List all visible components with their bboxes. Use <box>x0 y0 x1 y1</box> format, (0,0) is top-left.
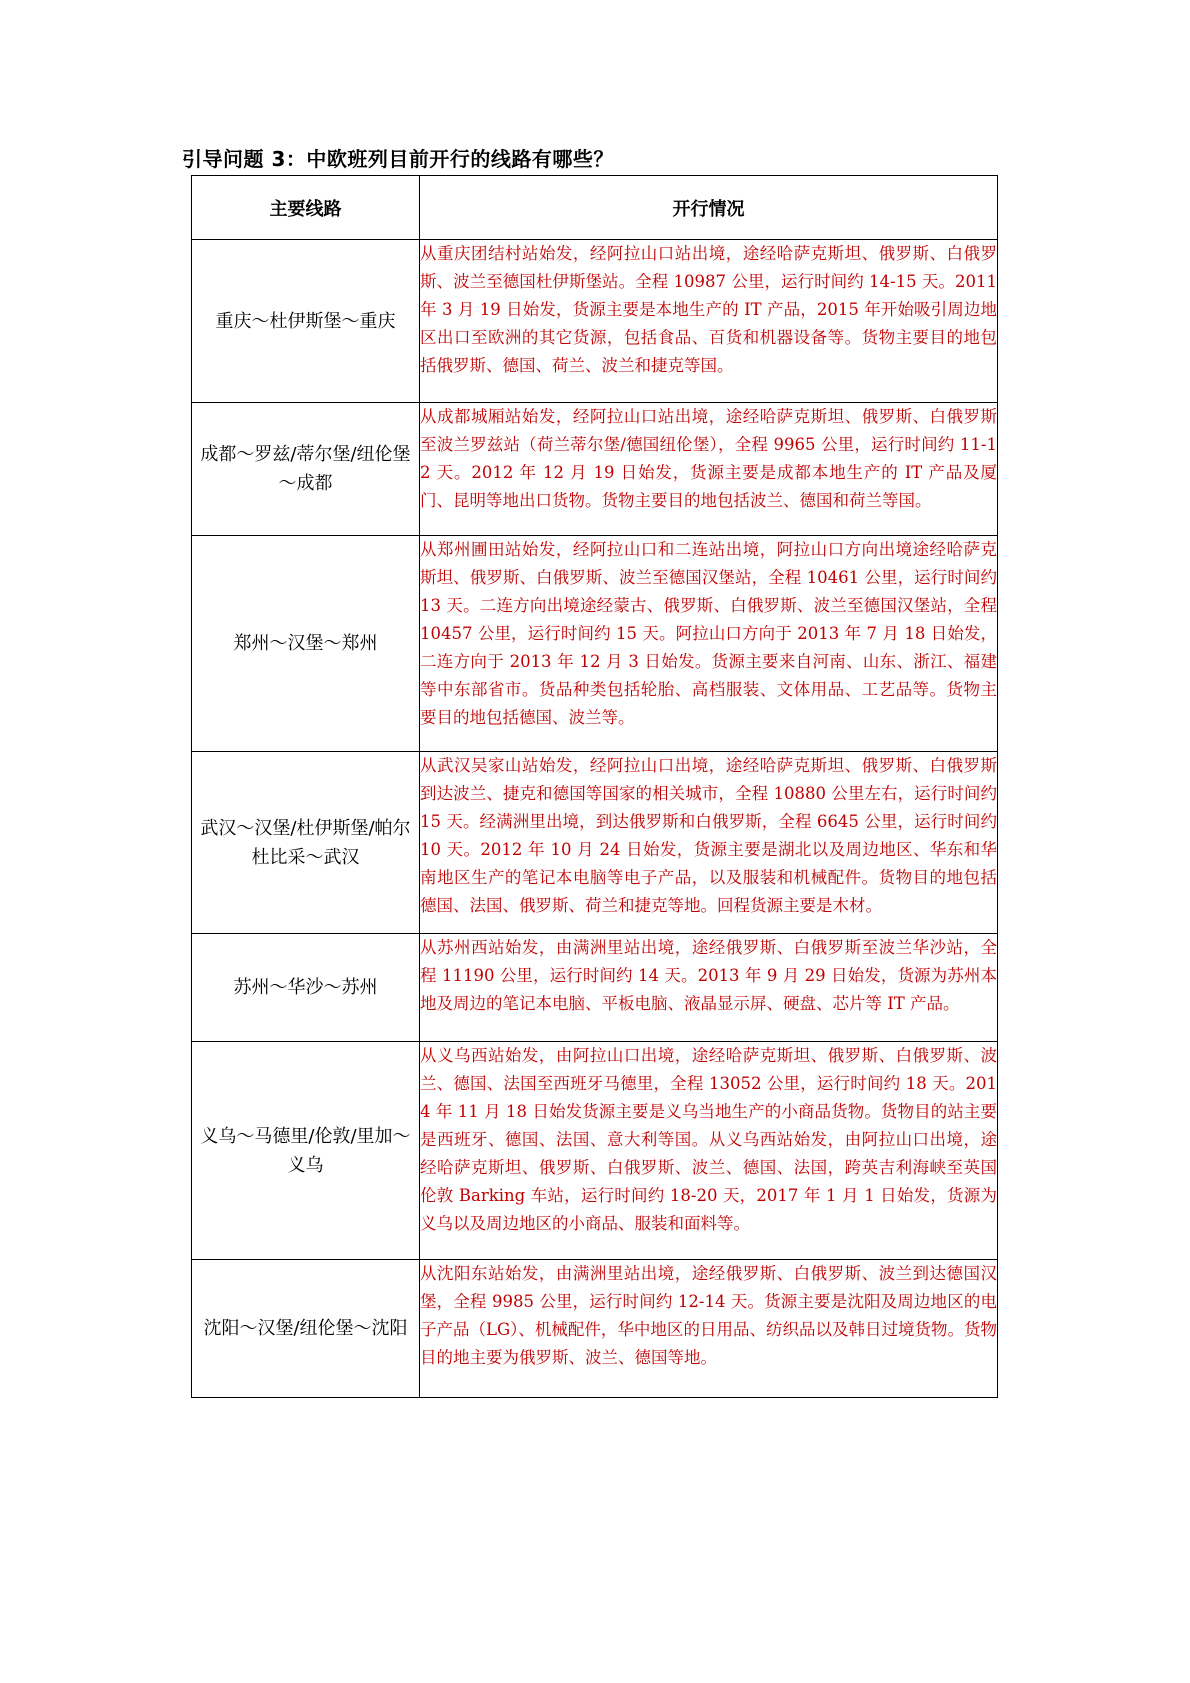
table-row <box>192 1260 998 1398</box>
header-operation-status: 开行情况 <box>420 176 998 240</box>
question-heading: 引导问题 3：中欧班列目前开行的线路有哪些？ <box>182 147 614 171</box>
table-header-row <box>192 176 998 240</box>
table-row <box>192 403 998 536</box>
description-cell: 从苏州西站始发，由满洲里站出境，途经俄罗斯、白俄罗斯至波兰华沙站，全程 11190 公里，运行时间约 14 天。2013 年 9 月 29 日始发，货源为苏州本地及周边的笔记本电脑、平板电脑、液晶显示屏、硬盘、芯片等 IT 产品。 <box>420 934 998 1042</box>
route-cell: 重庆～杜伊斯堡～重庆 <box>192 240 420 403</box>
route-cell: 武汉～汉堡/杜伊斯堡/帕尔杜比采～武汉 <box>192 752 420 934</box>
table-row <box>192 240 998 403</box>
description-cell: 从沈阳东站始发，由满洲里站出境，途经俄罗斯、白俄罗斯、波兰到达德国汉堡，全程 9985 公里，运行时间约 12-14 天。货源主要是沈阳及周边地区的电子产品（LG）、机械配件，华中地区的日用品、纺织品以及韩日过境货物。货物目的地主要为俄罗斯、波兰、德国等地。 <box>420 1260 998 1398</box>
table-row <box>192 752 998 934</box>
route-cell: 苏州～华沙～苏州 <box>192 934 420 1042</box>
route-cell: 沈阳～汉堡/纽伦堡～沈阳 <box>192 1260 420 1398</box>
description-cell: 从郑州圃田站始发，经阿拉山口和二连站出境，阿拉山口方向出境途经哈萨克斯坦、俄罗斯、白俄罗斯、波兰至德国汉堡站，全程 10461 公里，运行时间约 13 天。二连方向出境途经蒙古、俄罗斯、白俄罗斯、波兰至德国汉堡站，全程 10457 公里，运行时间约 15 天。阿拉山口方向于 2013 年 7 月 18 日始发，二连方向于 2013 年 12 月 3 日始发。货源主要来自河南、山东、浙江、福建等中东部省市。货品种类包括轮胎、高档服装、文体用品、工艺品等。货物主要目的地包括德国、波兰等。 <box>420 536 998 752</box>
header-main-route: 主要线路 <box>192 176 420 240</box>
routes-table <box>191 175 998 1398</box>
route-cell: 义乌～马德里/伦敦/里加～义乌 <box>192 1042 420 1260</box>
description-cell: 从重庆团结村站始发，经阿拉山口站出境，途经哈萨克斯坦、俄罗斯、白俄罗斯、波兰至德国杜伊斯堡站。全程 10987 公里，运行时间约 14-15 天。2011 年 3 月 19 日始发，货源主要是本地生产的 IT 产品，2015 年开始吸引周边地区出口至欧洲的其它货源，包括食品、百货和机器设备等。货物主要目的地包括俄罗斯、德国、荷兰、波兰和捷克等国。 <box>420 240 998 403</box>
route-cell: 成都～罗兹/蒂尔堡/纽伦堡～成都 <box>192 403 420 536</box>
table-row <box>192 1042 998 1260</box>
description-cell: 从成都城厢站始发，经阿拉山口站出境，途经哈萨克斯坦、俄罗斯、白俄罗斯至波兰罗兹站（荷兰蒂尔堡/德国纽伦堡），全程 9965 公里，运行时间约 11-12 天。2012 年 12 月 19 日始发，货源主要是成都本地生产的 IT 产品及厦门、昆明等地出口货物。货物主要目的地包括波兰、德国和荷兰等国。 <box>420 403 998 536</box>
description-cell: 从武汉吴家山站始发，经阿拉山口出境，途经哈萨克斯坦、俄罗斯、白俄罗斯到达波兰、捷克和德国等国家的相关城市，全程 10880 公里左右，运行时间约 15 天。经满洲里出境，到达俄罗斯和白俄罗斯，全程 6645 公里，运行时间约 10 天。2012 年 10 月 24 日始发，货源主要是湖北以及周边地区、华东和华南地区生产的笔记本电脑等电子产品，以及服装和机械配件。货物目的地包括德国、法国、俄罗斯、荷兰和捷克等地。回程货源主要是木材。 <box>420 752 998 934</box>
route-cell: 郑州～汉堡～郑州 <box>192 536 420 752</box>
table-row <box>192 536 998 752</box>
table-row <box>192 934 998 1042</box>
description-cell: 从义乌西站始发，由阿拉山口出境，途经哈萨克斯坦、俄罗斯、白俄罗斯、波兰、德国、法国至西班牙马德里，全程 13052 公里，运行时间约 18 天。2014 年 11 月 18 日始发货源主要是义乌当地生产的小商品货物。货物目的站主要是西班牙、德国、法国、意大利等国。从义乌西站始发，由阿拉山口出境，途经哈萨克斯坦、俄罗斯、白俄罗斯、波兰、德国、法国，跨英吉利海峡至英国伦敦 Barking 车站，运行时间约 18-20 天，2017 年 1 月 1 日始发，货源为义乌以及周边地区的小商品、服装和面料等。 <box>420 1042 998 1260</box>
